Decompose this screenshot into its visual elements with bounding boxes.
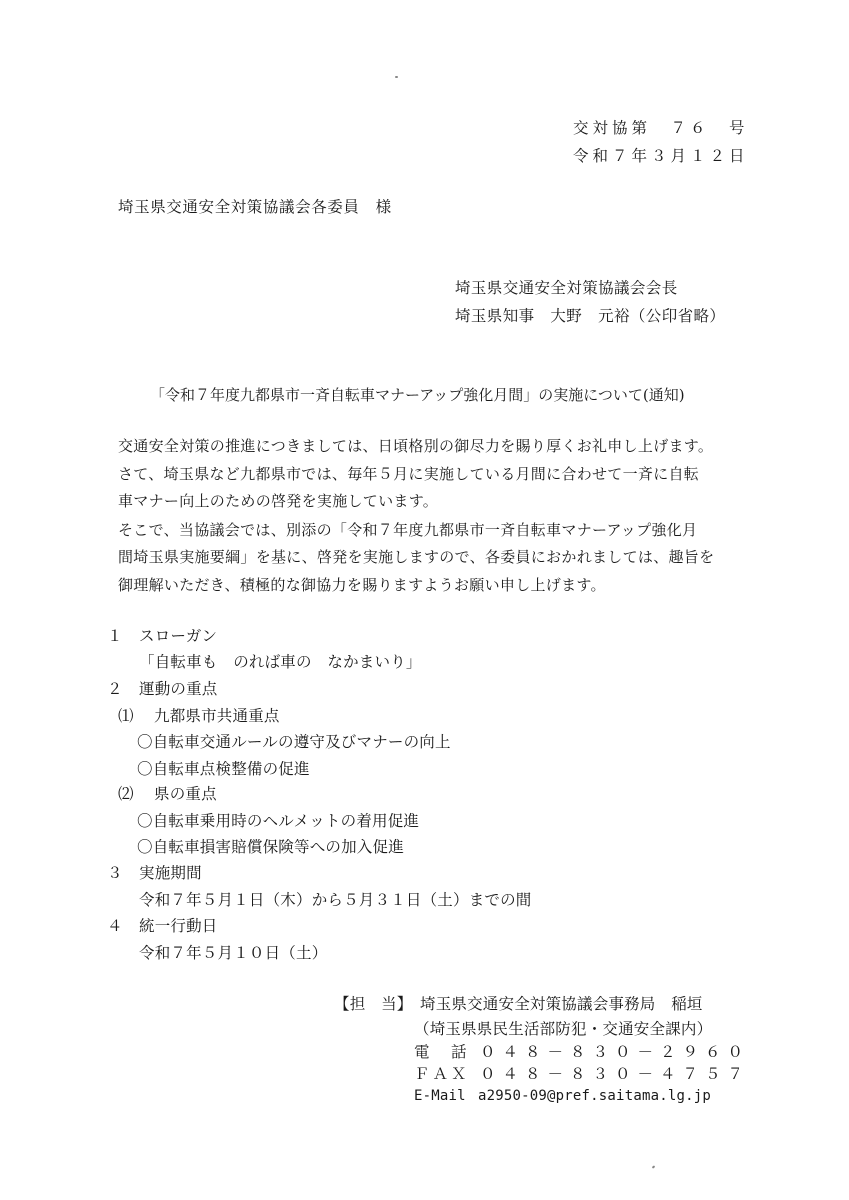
item-3-title: 実施期間	[139, 864, 202, 882]
item-2-sub-1-point-a: 〇自転車交通ルールの遵守及びマナーの向上	[137, 733, 451, 751]
document-date: 令和７年３月１２日	[573, 147, 749, 165]
body-paragraph-3-line-2: 間埼玉県実施要綱」を基に、啓発を実施しますので、各委員におかれましては、趣旨を	[118, 548, 715, 566]
contact-office: 埼玉県交通安全対策協議会事務局 稲垣	[420, 995, 703, 1013]
subject-line: 「令和７年度九都県市一斉自転車マナーアップ強化月間」の実施について(通知)	[150, 386, 685, 404]
body-paragraph-3-line-1: そこで、当協議会では、別添の「令和７年度九都県市一斉自転車マナーアップ強化月	[118, 521, 698, 539]
sender-name: 埼玉県知事 大野 元裕（公印省略）	[455, 307, 726, 325]
item-2-title: 運動の重点	[139, 680, 218, 698]
document-number: 交対協第 ７６ 号	[573, 119, 749, 137]
item-2-sub-2-title: 県の重点	[154, 785, 217, 803]
item-2-sub-2-point-a: 〇自転車乗用時のヘルメットの着用促進	[137, 812, 420, 830]
item-4-number: ４	[107, 917, 123, 935]
contact-fax-label: ＦＡＸ	[414, 1065, 470, 1083]
contact-department: （埼玉県県民生活部防犯・交通安全課内）	[414, 1020, 713, 1038]
body-paragraph-3-line-3: 御理解いただき、積極的な御協力を賜りますようお願い申し上げます。	[118, 576, 606, 594]
body-paragraph-2-line-2: 車マナー向上のための啓発を実施しています。	[118, 492, 439, 510]
scan-speck	[652, 1165, 656, 1168]
contact-email: a2950-09@pref.saitama.lg.jp	[478, 1088, 711, 1104]
slogan-text: 「自転車も のれば車の なかまいり」	[139, 653, 422, 671]
contact-label: 【担 当】	[334, 995, 413, 1013]
sender-title: 埼玉県交通安全対策協議会会長	[455, 279, 678, 297]
unified-action-day: 令和７年５月１０日（土）	[139, 944, 328, 962]
contact-phone: ０４８－８３０－２９６０	[480, 1043, 751, 1061]
item-2-sub-1-point-b: 〇自転車点検整備の促進	[137, 760, 310, 778]
addressee: 埼玉県交通安全対策協議会各委員 様	[118, 198, 392, 216]
item-1-title: スローガン	[139, 627, 218, 645]
implementation-period: 令和７年５月１日（木）から５月３１日（土）までの間	[139, 891, 532, 909]
item-2-sub-2-point-b: 〇自転車損害賠償保険等への加入促進	[137, 838, 404, 856]
contact-phone-label: 電 話	[414, 1043, 470, 1061]
item-2-number: ２	[107, 680, 123, 698]
item-2-sub-1-title: 九都県市共通重点	[154, 707, 280, 725]
contact-email-label: E-Mail	[414, 1088, 466, 1104]
item-4-title: 統一行動日	[139, 917, 218, 935]
body-paragraph-1: 交通安全対策の推進につきましては、日頃格別の御尽力を賜り厚くお礼申し上げます。	[118, 437, 714, 455]
scan-speck	[395, 76, 398, 78]
body-paragraph-2-line-1: さて、埼玉県など九都県市では、毎年５月に実施している月間に合わせて一斉に自転	[118, 465, 700, 483]
contact-fax: ０４８－８３０－４７５７	[480, 1065, 751, 1083]
item-3-number: ３	[107, 864, 123, 882]
item-2-sub-2-number: ⑵	[118, 785, 134, 803]
item-2-sub-1-number: ⑴	[118, 707, 134, 725]
item-1-number: １	[107, 627, 123, 645]
